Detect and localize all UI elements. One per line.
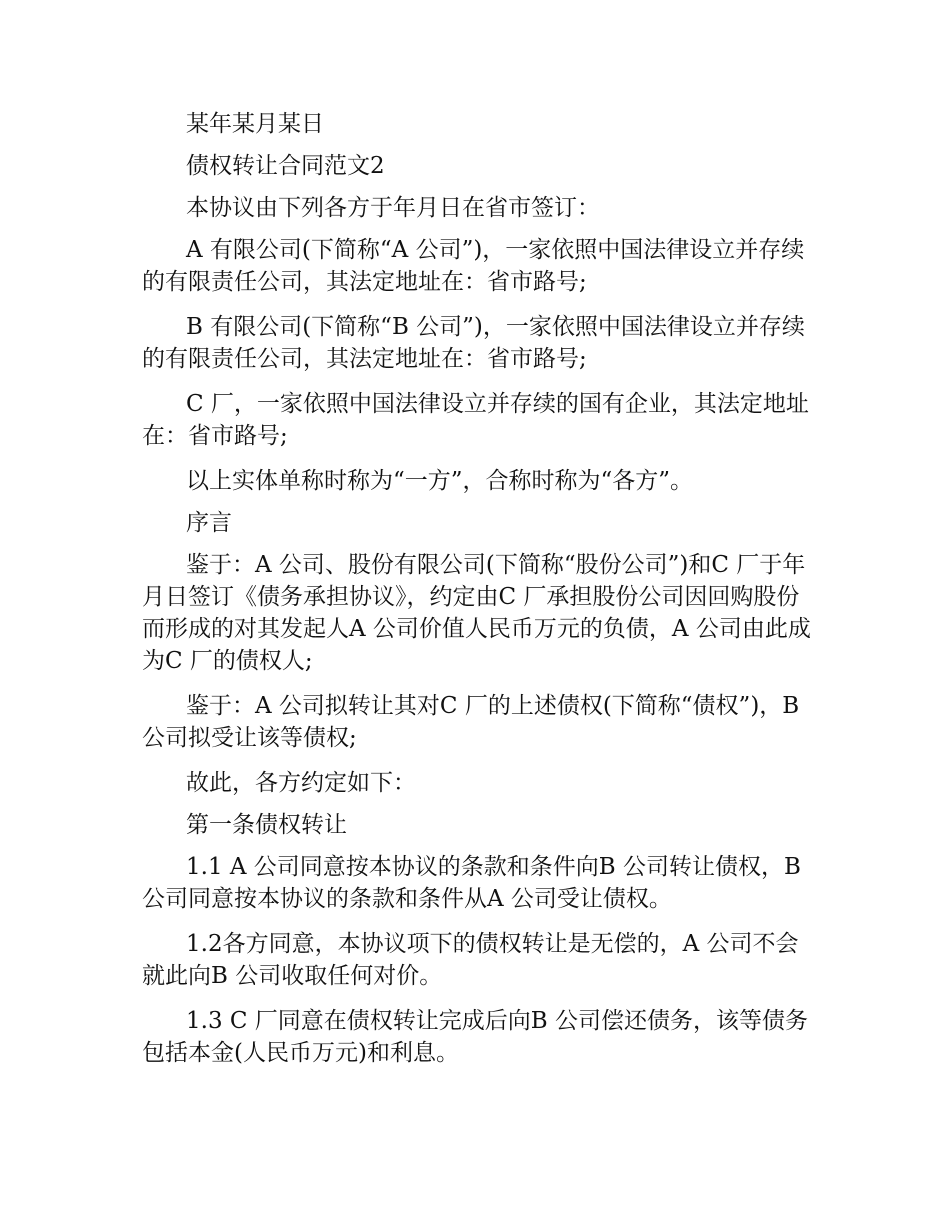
document-body	[142, 108, 812, 1079]
recital-2: 鉴于：A 公司拟转让其对C 厂的上述债权(下简称“债权”)，B 公司拟受让该等债权;	[142, 693, 800, 751]
date-line: 某年某月某日	[186, 111, 324, 137]
recital-1: 鉴于：A 公司、股份有限公司(下简称“股份公司”)和C 厂于年月日签订《债务承担协议》，约定由C 厂承担股份公司因回购股份而形成的对其发起人A 公司价值人民币万元的负债，A 公司由此成为C 厂的债权人;	[142, 552, 811, 674]
party-c: C 厂，一家依照中国法律设立并存续的国有企业，其法定地址在：省市路号;	[142, 391, 809, 449]
preamble-heading: 序言	[186, 510, 232, 536]
agreement-intro: 本协议由下列各方于年月日在省市签订：	[186, 195, 600, 221]
party-definitions: 以上实体单称时称为“一方”，合称时称为“各方”。	[186, 468, 694, 494]
clause-1-3: 1.3 C 厂同意在债权转让完成后向B 公司偿还债务，该等债务包括本金(人民币万元)和利息。	[142, 1008, 809, 1066]
section-title: 债权转让合同范文2	[186, 153, 385, 179]
clause-1-2: 1.2各方同意，本协议项下的债权转让是无偿的，A 公司不会就此向B 公司收取任何对价。	[142, 931, 799, 989]
party-b: B 有限公司(下简称“B 公司”)，一家依照中国法律设立并存续的有限责任公司，其法定地址在：省市路号;	[142, 314, 805, 372]
clause-1-1: 1.1 A 公司同意按本协议的条款和条件向B 公司转让债权，B 公司同意按本协议的条款和条件从A 公司受让债权。	[142, 854, 801, 912]
article-1-heading: 第一条债权转让	[186, 812, 347, 838]
party-a: A 有限公司(下简称“A 公司”)，一家依照中国法律设立并存续的有限责任公司，其法定地址在：省市路号;	[142, 237, 805, 295]
agreement-statement: 故此，各方约定如下：	[186, 770, 416, 796]
